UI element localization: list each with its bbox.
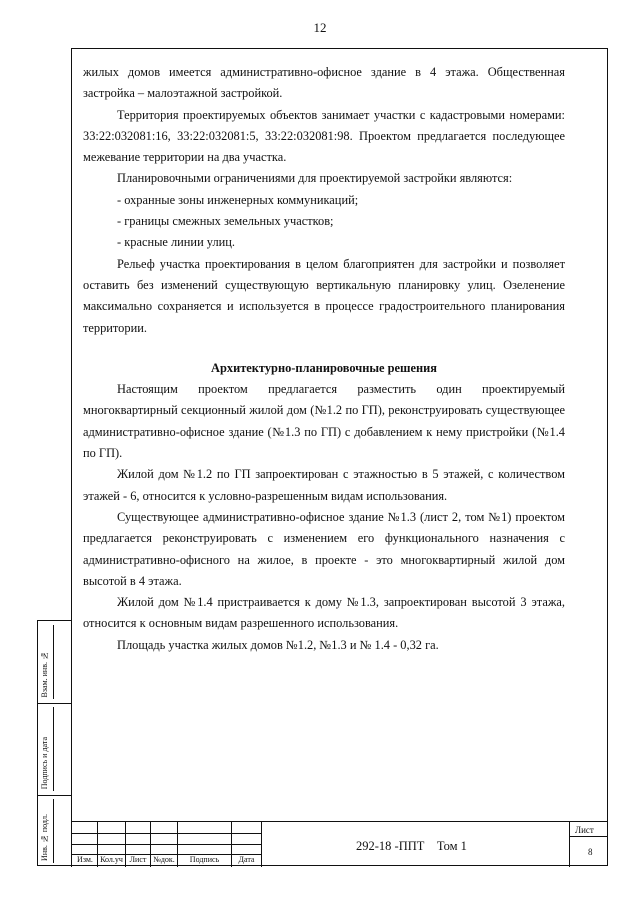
col-data: Дата <box>238 855 255 864</box>
paragraph: Площадь участка жилых домов №1.2, №1.3 и № 1.4 - 0,32 га. <box>117 637 439 652</box>
paragraph: Рельеф участка проектирования в целом благоприятен для застройки и позволяет оставить без изменений существующую вертикальную планировку улиц. Озеленение максимально сохраняется и используется в процессе градостроительного планирования территории. <box>83 256 565 335</box>
document-body <box>83 62 565 656</box>
paragraph: Настоящим проектом предлагается разместить один проектируемый многоквартирный секционный жилой дом (№1.2 по ГП), реконструировать существующее административно-офисное здание (№1.3 по ГП) с добавлением к нему пристройки (№1.4 по ГП). <box>83 382 565 461</box>
paragraph: Планировочными ограничениями для проектируемой застройки являются: <box>117 171 513 186</box>
col-list: Лист <box>129 855 147 864</box>
side-cell-vzam <box>38 621 72 703</box>
col-ndok: №док. <box>153 855 175 864</box>
title-block <box>71 821 608 866</box>
sheet-label: Лист <box>575 825 594 835</box>
col-izm: Изм. <box>77 855 93 864</box>
sheet-number: 8 <box>588 847 593 857</box>
document-code: 292-18 -ППТ Том 1 <box>356 839 467 853</box>
paragraph: Территория проектируемых объектов занимает участки с кадастровыми номерами: 33:22:032081:16, 33:22:032081:5, 33:22:032081:98. Проектом предлагается последующее межевание территории на два участка. <box>83 107 565 165</box>
paragraph: Жилой дом №1.2 по ГП запроектирован с этажностью в 5 этажей, с количеством этажей - 6, относится к условно-разрешенным видам использования. <box>83 467 565 503</box>
side-label-podpis: Подпись и дата <box>40 736 49 789</box>
paragraph: Жилой дом №1.4 пристраивается к дому №1.3, запроектирован высотой 3 этажа, относится к основным видам разрешенного использования. <box>83 595 565 631</box>
list-item: - красные линии улиц. <box>117 235 235 250</box>
side-cell-podpis <box>38 703 72 795</box>
col-podpis: Подпись <box>189 855 220 864</box>
side-label-inv: Инв. № подл. <box>40 814 49 861</box>
paragraph: жилых домов имеется административно-офисное здание в 4 этажа. Общественная застройка – малоэтажной застройкой. <box>83 65 565 101</box>
side-cell-inv <box>38 795 72 867</box>
side-label-vzam: Взам. инв. № <box>40 650 49 697</box>
col-kol: Кол.уч <box>100 855 123 864</box>
page-number: 12 <box>313 20 327 35</box>
side-stamp <box>37 620 71 866</box>
paragraph: Существующее административно-офисное здание №1.3 (лист 2, том №1) проектом предлагается реконструировать с изменением его функционального назначения с административно-офисного на жилое, в проекте - это многоквартирный жилой дом высотой в 4 этажа. <box>83 509 565 588</box>
section-heading: Архитектурно-планировочные решения <box>211 360 437 375</box>
list-item: - охранные зоны инженерных коммуникаций; <box>117 192 359 207</box>
list-item: - границы смежных земельных участков; <box>117 214 334 229</box>
